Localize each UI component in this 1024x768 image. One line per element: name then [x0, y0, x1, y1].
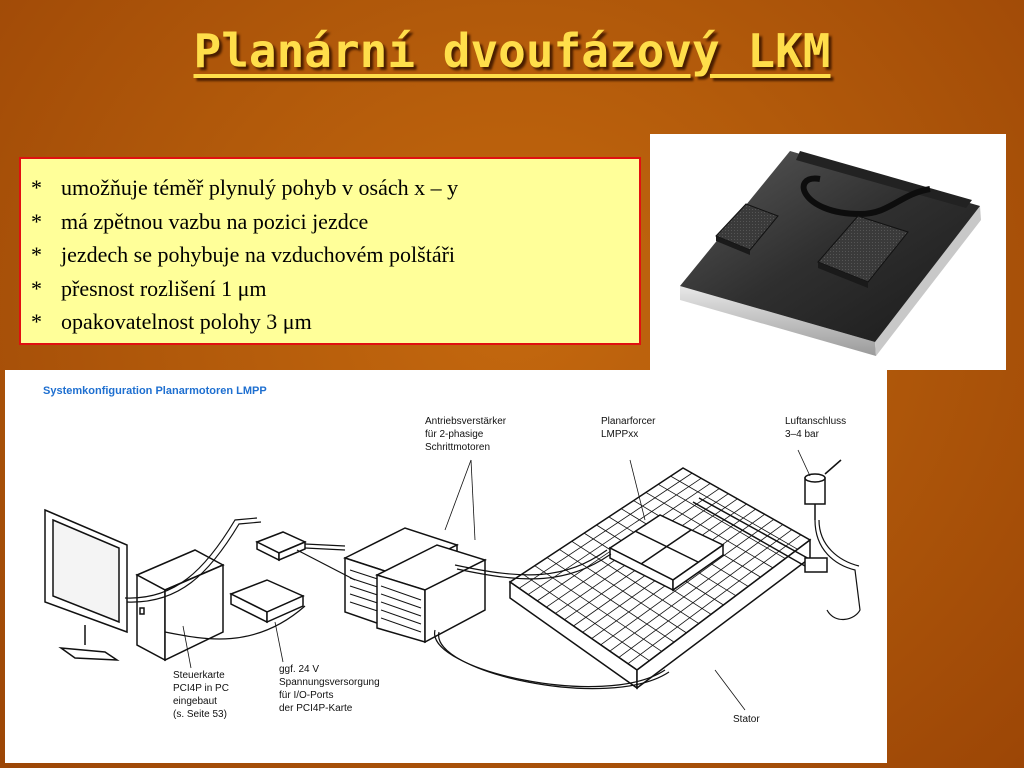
amplifier-icon [345, 528, 485, 642]
label-line: Planarforcer [601, 416, 656, 427]
label-line: der PCI4P-Karte [279, 703, 353, 714]
air-connector-icon [805, 460, 841, 520]
system-diagram [5, 370, 887, 763]
bullet-item [31, 272, 639, 306]
bullet-text: umožňuje téměř plynulý pohyb v osách x – y [61, 175, 459, 200]
label-line: PCI4P in PC [173, 683, 229, 694]
label-forcer [601, 416, 656, 440]
bullet-marker: * [31, 175, 42, 200]
planar-motor-photo [650, 134, 1006, 370]
label-line: für 2-phasige [425, 429, 484, 440]
label-power [279, 664, 380, 714]
system-diagram-drawing [5, 370, 887, 763]
label-line: ggf. 24 V [279, 664, 320, 675]
label-stator [733, 714, 760, 725]
bullet-marker: * [31, 275, 42, 301]
bullet-list [21, 159, 639, 339]
label-line: Schrittmotoren [425, 442, 491, 453]
slide-title: Planární dvoufázový LKM [193, 24, 831, 78]
bullet-marker: * [31, 309, 42, 334]
label-line: Steuerkarte [173, 670, 225, 681]
label-line: Luftanschluss [785, 416, 847, 427]
label-line: eingebaut [173, 696, 217, 707]
monitor-icon [45, 510, 127, 660]
label-air [785, 416, 846, 440]
bullet-item [31, 238, 639, 272]
label-line: Spannungsversorgung [279, 677, 380, 688]
label-line: Stator [733, 714, 760, 725]
label-amplifier [425, 416, 507, 453]
label-line: (s. Seite 53) [173, 709, 227, 720]
bullet-marker: * [31, 208, 42, 234]
label-line: 3–4 bar [785, 429, 819, 440]
bullet-text: přesnost rozlišení 1 μm [61, 275, 267, 301]
label-line: LMPPxx [601, 429, 639, 440]
bullet-box [19, 157, 641, 345]
bullet-text: má zpětnou vazbu na pozici jezdce [61, 208, 369, 234]
diagram-title: Systemkonfiguration Planarmotoren LMPP [43, 385, 267, 397]
pc-tower-icon [137, 550, 223, 660]
bullet-marker: * [31, 242, 42, 267]
planar-motor-illustration [650, 134, 1006, 370]
label-line: für I/O-Ports [279, 690, 334, 701]
bullet-text: opakovatelnost polohy 3 μm [61, 309, 312, 334]
bullet-item [31, 205, 639, 239]
label-controller [173, 670, 229, 720]
connector-icon [257, 532, 305, 560]
bullet-item [31, 305, 639, 339]
label-line: Antriebsverstärker [425, 416, 507, 427]
bullet-item [31, 171, 639, 205]
bullet-text: jezdech se pohybuje na vzduchovém polštáři [61, 242, 456, 267]
